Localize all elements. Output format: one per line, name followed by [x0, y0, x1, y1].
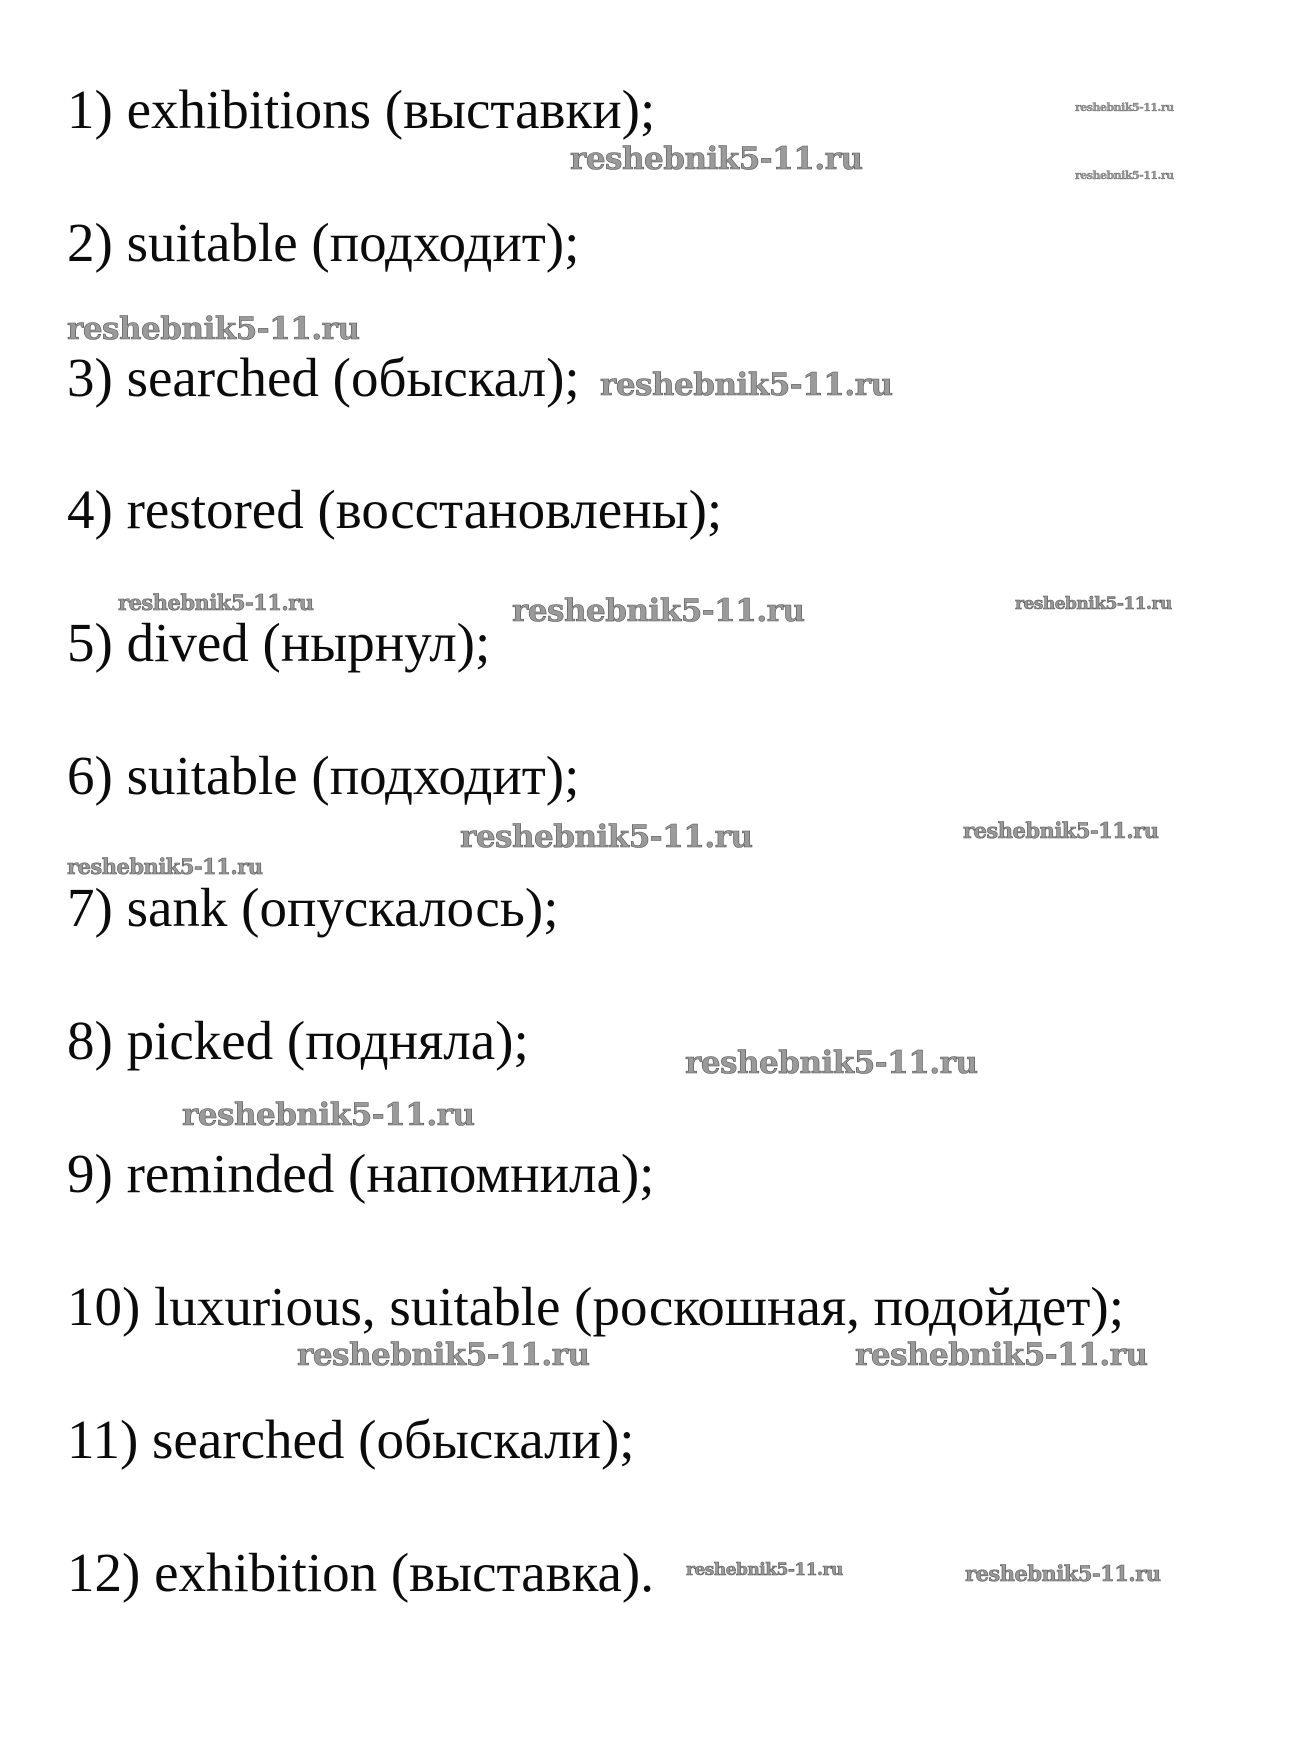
answer-3: 3) searched (обыскал); — [67, 347, 580, 408]
answer-5: 5) dived (нырнул); — [67, 612, 491, 673]
watermark: reshebnik5-11.ru — [1015, 594, 1172, 614]
watermark: reshebnik5-11.ru — [67, 854, 263, 879]
watermark: reshebnik5-11.ru — [118, 590, 314, 615]
answer-11: 11) searched (обыскали); — [67, 1409, 635, 1470]
watermark: reshebnik5-11.ru — [182, 1097, 475, 1133]
watermark: reshebnik5-11.ru — [855, 1337, 1148, 1373]
watermark: reshebnik5-11.ru — [600, 367, 893, 403]
answer-4: 4) restored (восстановлены); — [67, 479, 723, 540]
watermark: reshebnik5-11.ru — [963, 818, 1159, 843]
watermark: reshebnik5-11.ru — [686, 1560, 843, 1580]
watermark: reshebnik5-11.ru — [570, 141, 863, 177]
watermark: reshebnik5-11.ru — [965, 1561, 1161, 1586]
watermark: reshebnik5-11.ru — [297, 1337, 590, 1373]
watermark: reshebnik5-11.ru — [512, 593, 805, 629]
answer-9: 9) reminded (напомнила); — [67, 1143, 655, 1204]
answer-1: 1) exhibitions (выставки); — [67, 79, 656, 140]
answer-10: 10) luxurious, suitable (роскошная, подойдет); — [67, 1276, 1124, 1337]
answer-2: 2) suitable (подходит); — [67, 212, 580, 273]
watermark: reshebnik5-11.ru — [1075, 169, 1174, 182]
watermark: reshebnik5-11.ru — [1075, 101, 1174, 114]
answer-12: 12) exhibition (выставка). — [67, 1542, 654, 1603]
answer-7: 7) sank (опускалось); — [67, 877, 559, 938]
watermark: reshebnik5-11.ru — [685, 1045, 978, 1081]
watermark: reshebnik5-11.ru — [460, 819, 753, 855]
answer-8: 8) picked (подняла); — [67, 1010, 529, 1071]
watermark: reshebnik5-11.ru — [67, 311, 360, 347]
answer-6: 6) suitable (подходит); — [67, 745, 580, 806]
